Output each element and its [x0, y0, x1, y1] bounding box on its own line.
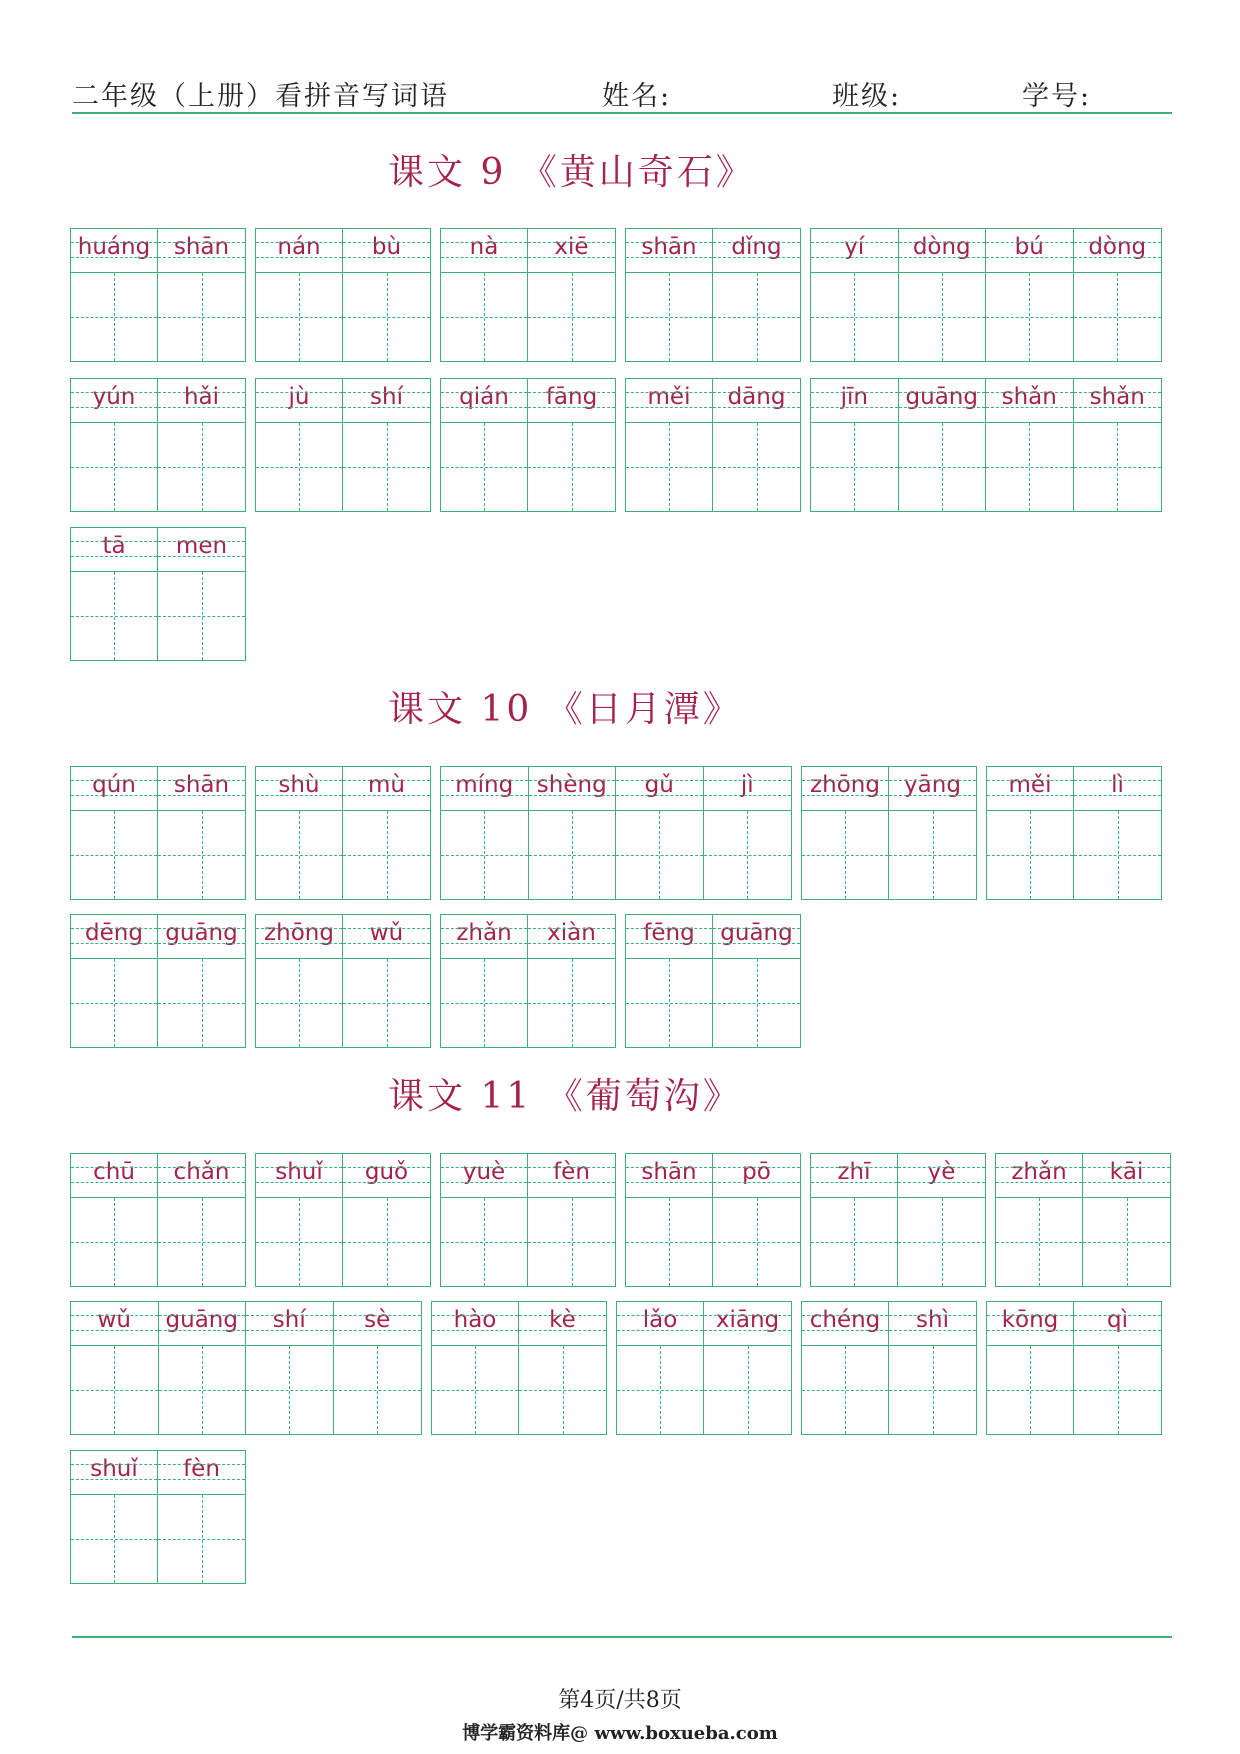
pinyin-label: zhī: [811, 1154, 897, 1198]
pinyin-label: sè: [334, 1302, 422, 1346]
writing-box[interactable]: [1074, 1346, 1161, 1434]
writing-box[interactable]: [986, 273, 1073, 361]
character-cell: [626, 915, 713, 1047]
writing-box[interactable]: [1083, 1198, 1170, 1286]
pinyin-label: tā: [71, 528, 157, 572]
pinyin-label: yún: [71, 379, 157, 423]
worksheet-title: 二年级（上册）看拼音写词语: [72, 81, 449, 112]
writing-box[interactable]: [343, 811, 430, 899]
pinyin-label: měi: [987, 767, 1073, 811]
pinyin-label: xiāng: [704, 1302, 791, 1346]
character-cell: [626, 229, 713, 361]
writing-box[interactable]: [256, 959, 342, 1047]
word-group: [440, 766, 792, 900]
pinyin-label: lǎo: [617, 1302, 703, 1346]
character-cell: [802, 1302, 889, 1434]
writing-box[interactable]: [529, 811, 616, 899]
writing-box[interactable]: [71, 811, 157, 899]
pinyin-label: guǒ: [343, 1154, 430, 1198]
word-group: [986, 1301, 1162, 1435]
character-cell: [986, 229, 1074, 361]
pinyin-label: měi: [626, 379, 712, 423]
writing-box[interactable]: [441, 423, 527, 511]
character-cell: [256, 915, 343, 1047]
writing-box[interactable]: [713, 423, 800, 511]
word-group: [255, 914, 431, 1048]
word-group: [70, 1153, 246, 1287]
writing-box[interactable]: [432, 1346, 518, 1434]
word-group: [986, 766, 1162, 900]
writing-box[interactable]: [256, 1198, 342, 1286]
character-cell: [987, 767, 1074, 899]
pinyin-label: jì: [704, 767, 792, 811]
pinyin-label: gǔ: [616, 767, 703, 811]
character-cell: [343, 229, 430, 361]
section-title-text: 课文 9 《黄山奇石》: [388, 152, 755, 193]
writing-box[interactable]: [246, 1346, 333, 1434]
word-group: [431, 1301, 607, 1435]
section-title-text: 课文 10 《日月潭》: [388, 689, 742, 730]
pinyin-label: kōng: [987, 1302, 1073, 1346]
pinyin-label: qì: [1074, 1302, 1161, 1346]
name-label: 姓名:: [602, 81, 672, 112]
character-cell: [334, 1302, 422, 1434]
word-group: [801, 766, 977, 900]
pinyin-label: shèng: [529, 767, 616, 811]
pinyin-label: wǔ: [343, 915, 430, 959]
class-label: 班级:: [832, 81, 902, 112]
pinyin-label: fèn: [158, 1451, 245, 1495]
word-group: [625, 228, 801, 362]
character-cell: [71, 229, 158, 361]
character-cell: [528, 379, 615, 511]
character-cell: [713, 915, 800, 1047]
pinyin-label: jù: [256, 379, 342, 423]
writing-box[interactable]: [158, 1198, 245, 1286]
pinyin-label: chū: [71, 1154, 157, 1198]
character-cell: [617, 1302, 704, 1434]
word-group: [255, 1153, 431, 1287]
pinyin-label: nán: [256, 229, 342, 273]
character-cell: [713, 229, 800, 361]
writing-box[interactable]: [528, 1198, 615, 1286]
character-cell: [343, 1154, 430, 1286]
writing-box[interactable]: [713, 1198, 800, 1286]
pinyin-label: yí: [811, 229, 898, 273]
character-cell: [158, 379, 245, 511]
word-group: [70, 1301, 422, 1435]
writing-box[interactable]: [713, 959, 800, 1047]
pinyin-label: chǎn: [158, 1154, 245, 1198]
character-cell: [986, 379, 1074, 511]
character-cell: [704, 1302, 791, 1434]
pinyin-label: mù: [343, 767, 430, 811]
character-cell: [528, 1154, 615, 1286]
writing-box[interactable]: [519, 1346, 606, 1434]
pinyin-label: lì: [1074, 767, 1161, 811]
writing-box[interactable]: [987, 1346, 1073, 1434]
character-cell: [158, 915, 245, 1047]
pinyin-label: jīn: [811, 379, 898, 423]
page-number: 第4页/共8页: [558, 1688, 682, 1713]
word-group: [70, 914, 246, 1048]
pinyin-label: míng: [441, 767, 528, 811]
pinyin-label: bú: [986, 229, 1073, 273]
writing-box[interactable]: [441, 959, 527, 1047]
pinyin-label: guāng: [158, 915, 245, 959]
writing-box[interactable]: [158, 423, 245, 511]
word-group: [810, 228, 1162, 362]
writing-box[interactable]: [256, 423, 342, 511]
word-group: [440, 1153, 616, 1287]
character-cell: [158, 229, 245, 361]
character-cell: [158, 528, 245, 660]
writing-box[interactable]: [811, 423, 898, 511]
writing-box[interactable]: [158, 959, 245, 1047]
character-cell: [616, 767, 704, 899]
writing-box[interactable]: [626, 1198, 712, 1286]
writing-box[interactable]: [71, 1346, 158, 1434]
writing-box[interactable]: [343, 959, 430, 1047]
word-group: [255, 766, 431, 900]
pinyin-label: dāng: [713, 379, 800, 423]
pinyin-label: yuè: [441, 1154, 527, 1198]
pinyin-label: qián: [441, 379, 527, 423]
word-group: [801, 1301, 977, 1435]
character-cell: [889, 767, 976, 899]
pinyin-label: shān: [158, 229, 245, 273]
word-group: [995, 1153, 1171, 1287]
pinyin-label: shǎn: [1074, 379, 1162, 423]
writing-box[interactable]: [71, 273, 157, 361]
pinyin-label: shì: [889, 1302, 976, 1346]
character-cell: [256, 229, 343, 361]
character-cell: [158, 1451, 245, 1583]
pinyin-label: fāng: [528, 379, 615, 423]
writing-box[interactable]: [441, 811, 528, 899]
pinyin-label: zhǎn: [441, 915, 527, 959]
character-cell: [71, 1451, 158, 1583]
worksheet-header: [72, 72, 1172, 114]
word-group: [440, 914, 616, 1048]
character-cell: [802, 767, 889, 899]
word-group: [255, 228, 431, 362]
writing-box[interactable]: [626, 273, 712, 361]
character-cell: [898, 1154, 985, 1286]
word-group: [70, 228, 246, 362]
character-cell: [343, 379, 430, 511]
word-group: [810, 1153, 986, 1287]
character-cell: [71, 767, 158, 899]
character-cell: [256, 1154, 343, 1286]
character-cell: [441, 379, 528, 511]
writing-box[interactable]: [334, 1346, 422, 1434]
writing-box[interactable]: [158, 572, 245, 660]
writing-box[interactable]: [528, 959, 615, 1047]
writing-box[interactable]: [343, 273, 430, 361]
writing-box[interactable]: [898, 1198, 985, 1286]
footer-divider: [72, 1636, 1172, 1638]
pinyin-label: shù: [256, 767, 342, 811]
character-cell: [159, 1302, 247, 1434]
word-group: [810, 378, 1162, 512]
writing-box[interactable]: [996, 1198, 1082, 1286]
word-group: [70, 527, 246, 661]
writing-box[interactable]: [986, 423, 1073, 511]
character-cell: [713, 1154, 800, 1286]
character-cell: [432, 1302, 519, 1434]
writing-box[interactable]: [159, 1346, 246, 1434]
character-cell: [158, 1154, 245, 1286]
character-cell: [626, 1154, 713, 1286]
pinyin-label: bù: [343, 229, 430, 273]
character-cell: [1074, 379, 1162, 511]
character-cell: [343, 915, 430, 1047]
writing-box[interactable]: [343, 423, 430, 511]
character-cell: [1074, 229, 1162, 361]
character-cell: [529, 767, 617, 899]
writing-box[interactable]: [528, 273, 615, 361]
character-cell: [987, 1302, 1074, 1434]
writing-box[interactable]: [158, 811, 245, 899]
pinyin-label: guāng: [713, 915, 800, 959]
writing-box[interactable]: [899, 423, 986, 511]
pinyin-label: zhōng: [802, 767, 888, 811]
pinyin-label: fèn: [528, 1154, 615, 1198]
pinyin-label: men: [158, 528, 245, 572]
pinyin-label: shuǐ: [71, 1451, 157, 1495]
character-cell: [811, 229, 899, 361]
pinyin-label: hǎi: [158, 379, 245, 423]
character-cell: [713, 379, 800, 511]
character-cell: [71, 1154, 158, 1286]
pinyin-label: guāng: [899, 379, 986, 423]
writing-box[interactable]: [811, 1198, 897, 1286]
pinyin-label: wǔ: [71, 1302, 158, 1346]
word-group: [70, 766, 246, 900]
pinyin-label: fēng: [626, 915, 712, 959]
writing-box[interactable]: [71, 959, 157, 1047]
writing-box[interactable]: [528, 423, 615, 511]
pinyin-label: dòng: [899, 229, 986, 273]
writing-box[interactable]: [256, 273, 342, 361]
word-group: [616, 1301, 792, 1435]
character-cell: [626, 379, 713, 511]
pinyin-label: zhǎn: [996, 1154, 1082, 1198]
pinyin-label: pō: [713, 1154, 800, 1198]
writing-box[interactable]: [158, 273, 245, 361]
writing-box[interactable]: [343, 1198, 430, 1286]
pinyin-label: shān: [626, 1154, 712, 1198]
writing-box[interactable]: [704, 1346, 791, 1434]
character-cell: [1083, 1154, 1170, 1286]
character-cell: [71, 1302, 159, 1434]
character-cell: [71, 528, 158, 660]
writing-box[interactable]: [71, 1495, 157, 1583]
word-group: [625, 914, 801, 1048]
student-number-label: 学号:: [1022, 81, 1092, 112]
character-cell: [899, 379, 987, 511]
writing-box[interactable]: [71, 423, 157, 511]
writing-box[interactable]: [256, 811, 342, 899]
character-cell: [71, 915, 158, 1047]
pinyin-label: shí: [246, 1302, 333, 1346]
character-cell: [441, 767, 529, 899]
character-cell: [519, 1302, 606, 1434]
pinyin-label: guāng: [159, 1302, 246, 1346]
section-title-text: 课文 11 《葡萄沟》: [388, 1076, 742, 1117]
writing-box[interactable]: [802, 1346, 888, 1434]
character-cell: [811, 379, 899, 511]
writing-box[interactable]: [626, 423, 712, 511]
word-group: [70, 1450, 246, 1584]
writing-box[interactable]: [158, 1495, 245, 1583]
writing-box[interactable]: [626, 959, 712, 1047]
character-cell: [1074, 767, 1161, 899]
pinyin-label: yè: [898, 1154, 985, 1198]
pinyin-label: shān: [158, 767, 245, 811]
pinyin-label: dòng: [1074, 229, 1162, 273]
pinyin-label: chéng: [802, 1302, 888, 1346]
pinyin-label: xiē: [528, 229, 615, 273]
pinyin-label: dǐng: [713, 229, 800, 273]
writing-box[interactable]: [713, 273, 800, 361]
character-cell: [71, 379, 158, 511]
pinyin-label: zhōng: [256, 915, 342, 959]
pinyin-label: shān: [626, 229, 712, 273]
pinyin-label: shí: [343, 379, 430, 423]
character-cell: [158, 767, 245, 899]
character-cell: [441, 229, 528, 361]
pinyin-label: yāng: [889, 767, 976, 811]
word-group: [625, 378, 801, 512]
pinyin-label: kāi: [1083, 1154, 1170, 1198]
writing-box[interactable]: [889, 811, 976, 899]
character-cell: [899, 229, 987, 361]
pinyin-label: shǎn: [986, 379, 1073, 423]
writing-box[interactable]: [616, 811, 703, 899]
character-cell: [889, 1302, 976, 1434]
word-group: [255, 378, 431, 512]
word-group: [70, 378, 246, 512]
pinyin-label: dēng: [71, 915, 157, 959]
pinyin-label: qún: [71, 767, 157, 811]
word-group: [440, 378, 616, 512]
character-cell: [343, 767, 430, 899]
character-cell: [811, 1154, 898, 1286]
writing-box[interactable]: [441, 273, 527, 361]
character-cell: [441, 1154, 528, 1286]
character-cell: [996, 1154, 1083, 1286]
character-cell: [528, 915, 615, 1047]
writing-box[interactable]: [1074, 811, 1161, 899]
character-cell: [1074, 1302, 1161, 1434]
writing-box[interactable]: [1074, 273, 1162, 361]
writing-box[interactable]: [889, 1346, 976, 1434]
writing-box[interactable]: [704, 811, 792, 899]
pinyin-label: shuǐ: [256, 1154, 342, 1198]
character-cell: [441, 915, 528, 1047]
writing-box[interactable]: [802, 811, 888, 899]
word-group: [440, 228, 616, 362]
character-cell: [256, 767, 343, 899]
pinyin-label: nà: [441, 229, 527, 273]
character-cell: [256, 379, 343, 511]
writing-box[interactable]: [71, 572, 157, 660]
writing-box[interactable]: [899, 273, 986, 361]
writing-box[interactable]: [987, 811, 1073, 899]
writing-box[interactable]: [71, 1198, 157, 1286]
word-group: [625, 1153, 801, 1287]
character-cell: [704, 767, 792, 899]
source-watermark: 博学霸资料库@ www.boxueba.com: [462, 1723, 778, 1744]
writing-box[interactable]: [811, 273, 898, 361]
pinyin-label: hào: [432, 1302, 518, 1346]
pinyin-label: huáng: [71, 229, 157, 273]
character-cell: [528, 229, 615, 361]
pinyin-label: xiàn: [528, 915, 615, 959]
writing-box[interactable]: [617, 1346, 703, 1434]
writing-box[interactable]: [1074, 423, 1162, 511]
writing-box[interactable]: [441, 1198, 527, 1286]
character-cell: [246, 1302, 334, 1434]
pinyin-label: kè: [519, 1302, 606, 1346]
